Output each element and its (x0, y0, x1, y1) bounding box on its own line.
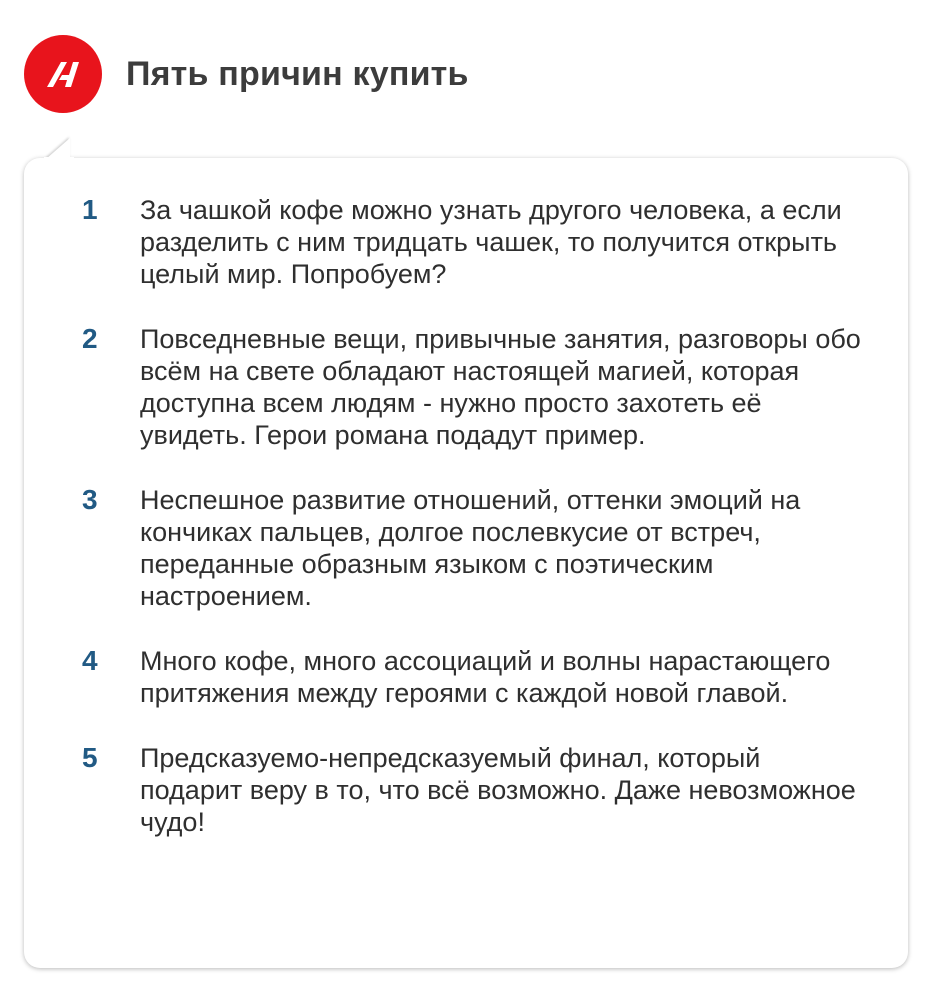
list-item (82, 323, 868, 451)
reason-text: Повседневные вещи, привычные занятия, разговоры обо всём на свете обладают настоящей магией, которая доступна всем людям - нужно просто захотеть её увидеть. Герои романа подадут пример. (140, 324, 861, 450)
reason-number: 4 (82, 645, 98, 676)
reason-text: За чашкой кофе можно узнать другого человека, а если разделить с ним тридцать чашек, то получится открыть целый мир. Попробуем? (140, 195, 842, 289)
reason-text: Много кофе, много ассоциаций и волны нарастающего притяжения между героями с каждой новой главой. (140, 646, 831, 708)
reason-text: Предсказуемо-непредсказуемый финал, который подарит веру в то, что всё возможно. Даже невозможное чудо! (140, 743, 856, 837)
reason-number: 1 (82, 194, 98, 225)
header (24, 34, 469, 114)
reason-number: 5 (82, 742, 98, 773)
litres-logo-icon (24, 35, 102, 113)
list-item (82, 645, 868, 709)
reason-text: Неспешное развитие отношений, оттенки эмоций на кончиках пальцев, долгое послевкусие от встреч, переданные образным языком с поэтическим настроением. (140, 485, 801, 611)
list-item (82, 194, 868, 290)
page-title: Пять причин купить (126, 54, 469, 93)
list-item (82, 484, 868, 612)
reason-number: 3 (82, 484, 98, 515)
speech-bubble-tail (46, 138, 70, 159)
reason-number: 2 (82, 323, 98, 354)
reasons-card (24, 158, 908, 968)
reasons-list (24, 158, 908, 838)
list-item (82, 742, 868, 838)
